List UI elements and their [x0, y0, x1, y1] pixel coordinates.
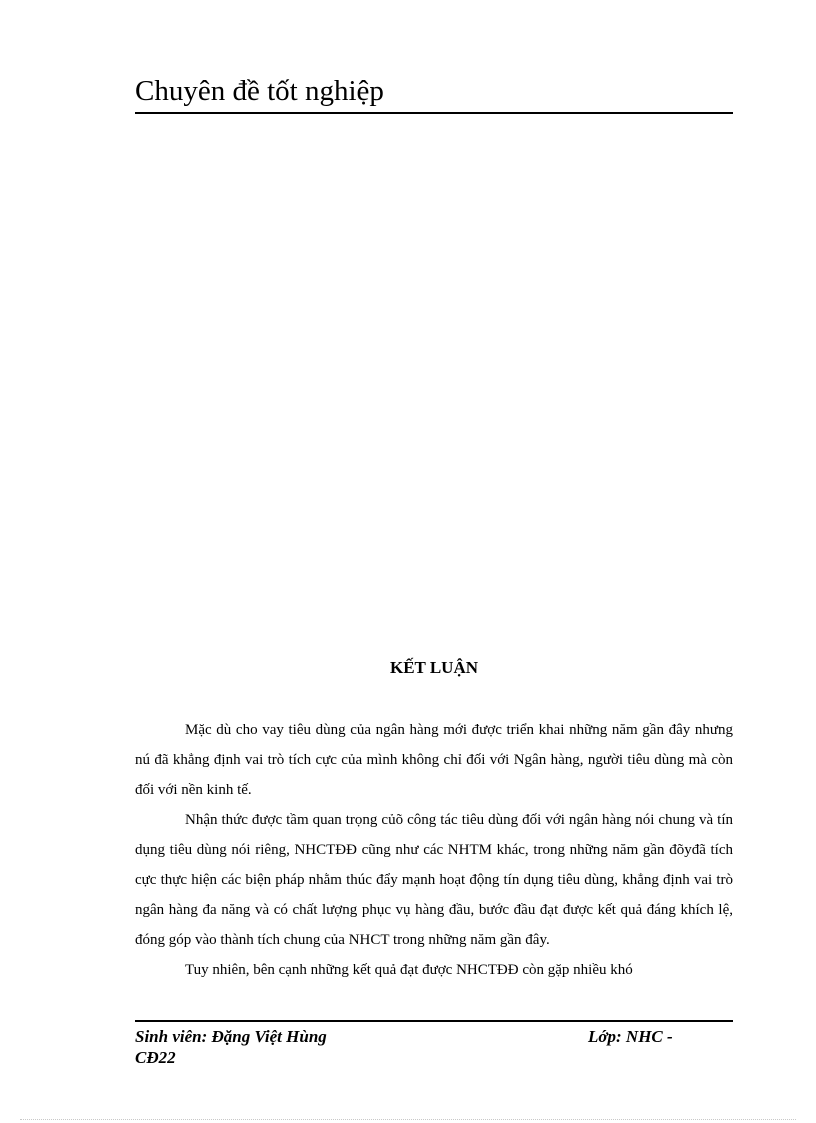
footer-student-name: Sinh viên: Đặng Việt Hùng	[135, 1027, 327, 1046]
section-heading: KẾT LUẬN	[389, 658, 478, 677]
footer-class-label: Lớp: NHC -	[588, 1027, 673, 1046]
body-text	[135, 715, 733, 985]
page-bottom-border	[20, 1119, 796, 1120]
paragraph: Nhận thức được tầm quan trọng củõ công tác tiêu dùng đối với ngân hàng nói chung và tín dụng tiêu dùng nói riêng, NHCTĐĐ cũng như các NHTM khác, trong những năm gần đõyđã tích cực thực hiện các biện pháp nhằm thúc đẩy mạnh hoạt động tín dụng tiêu dùng, khẳng định vai trò ngân hàng đa năng và có chất lượng phục vụ hàng đầu, bước đầu đạt được kết quả đáng khích lệ, đóng góp vào thành tích chung của NHCT trong những năm gần đây.	[135, 812, 733, 948]
paragraph: Tuy nhiên, bên cạnh những kết quả đạt được NHCTĐĐ còn gặp nhiều khó	[185, 962, 633, 978]
footer-class-continuation: CĐ22	[135, 1048, 176, 1067]
footer-divider	[135, 1020, 733, 1022]
paragraph: Mặc dù cho vay tiêu dùng của ngân hàng mới được triển khai những năm gần đây nhưng nú đã khẳng định vai trò tích cực của mình không chỉ đối với Ngân hàng, người tiêu dùng mà còn đối với nền kinh tế.	[135, 722, 733, 798]
header-title: Chuyên đề tốt nghiệp	[135, 75, 384, 107]
header-divider	[135, 112, 733, 114]
